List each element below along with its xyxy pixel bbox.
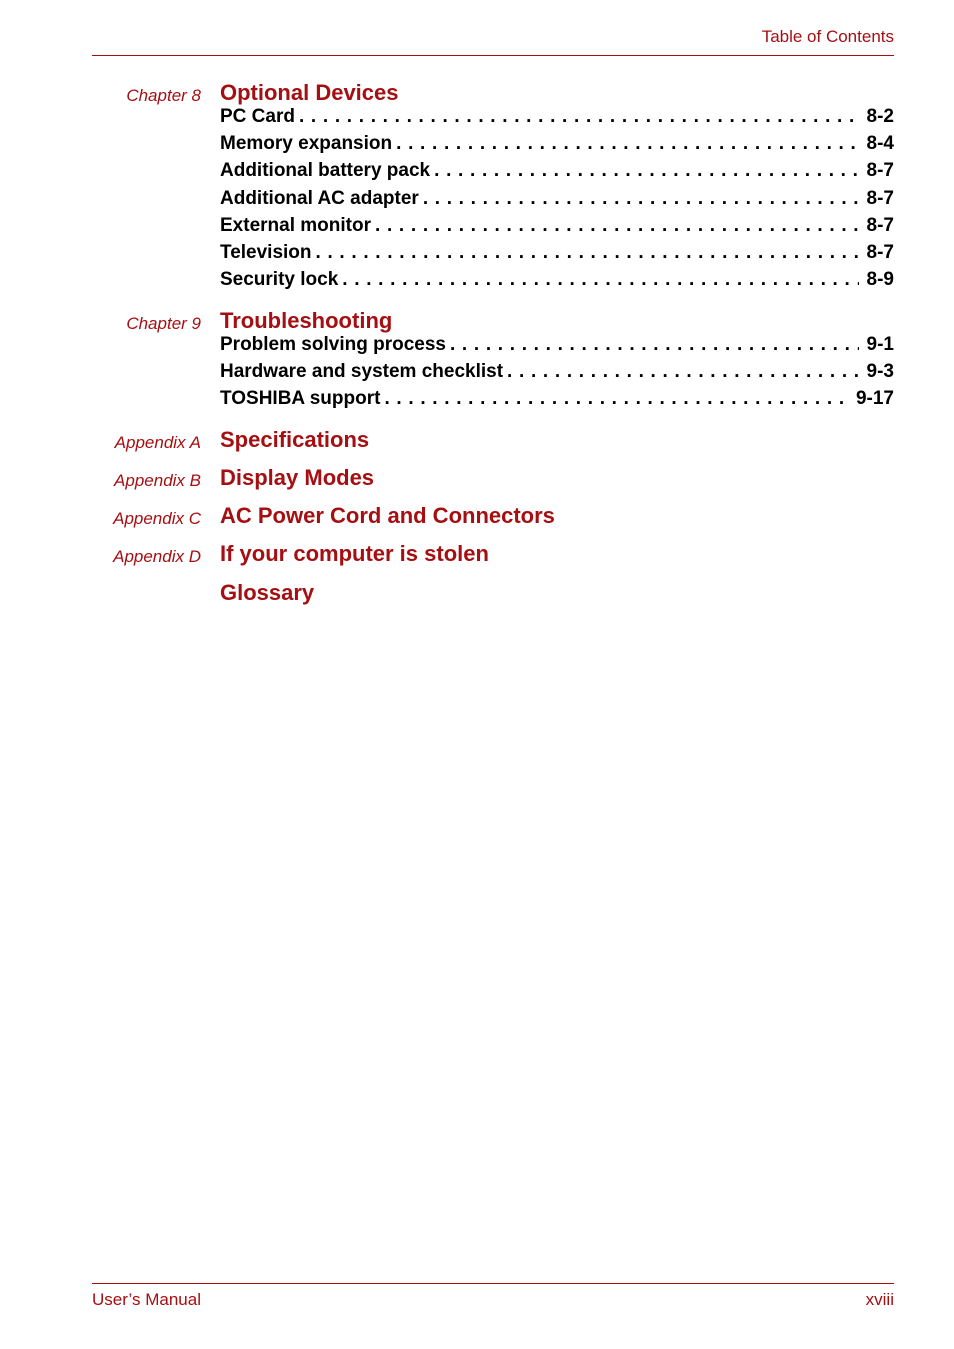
entry-label: External monitor [220, 215, 375, 237]
page-header [92, 0, 894, 56]
entry-page: 8-7 [866, 241, 894, 263]
toc-entry[interactable] [220, 361, 894, 388]
toc-entry[interactable] [220, 269, 894, 296]
section-label: Appendix B [114, 471, 201, 490]
dot-leader [434, 160, 858, 182]
dot-leader [316, 242, 859, 264]
section-label: Appendix C [113, 509, 201, 528]
section-label: Chapter 9 [126, 314, 201, 333]
section-title[interactable]: AC Power Cord and Connectors [220, 503, 555, 528]
section-title[interactable]: Glossary [220, 580, 315, 605]
entry-label: Problem solving process [220, 334, 450, 356]
toc-entry[interactable] [220, 160, 894, 187]
entry-page: 9-1 [866, 334, 894, 355]
section-title[interactable]: If your computer is stolen [220, 541, 489, 566]
entry-page: 9-17 [855, 388, 894, 410]
header-title: Table of Contents [761, 27, 894, 46]
section-title[interactable]: Specifications [220, 427, 370, 452]
toc-entry[interactable] [220, 334, 894, 361]
section-label: Appendix A [114, 433, 201, 452]
entry-label: Television [220, 242, 316, 264]
entry-label: Security lock [220, 269, 342, 291]
entry-page: 9-3 [866, 361, 894, 383]
entry-page: 8-4 [866, 133, 894, 155]
dot-leader [384, 388, 848, 410]
section-title[interactable]: Display Modes [220, 465, 375, 490]
manual-title: User’s Manual [92, 1290, 201, 1309]
section-label: Appendix D [113, 547, 201, 566]
dot-leader [423, 188, 859, 210]
section-title[interactable]: Troubleshooting [220, 308, 393, 333]
dot-leader [507, 361, 859, 383]
entry-page: 8-2 [866, 106, 894, 127]
page-number: xviii [865, 1290, 894, 1309]
toc-entry[interactable] [220, 106, 894, 133]
entry-page: 8-7 [866, 187, 894, 209]
toc-entry[interactable] [220, 242, 894, 269]
entry-list [220, 334, 894, 416]
dot-leader [342, 269, 858, 291]
toc-entry[interactable] [220, 388, 894, 415]
dot-leader [450, 334, 859, 356]
entry-label: Memory expansion [220, 133, 396, 155]
dot-leader [396, 133, 858, 155]
toc-entry[interactable] [220, 188, 894, 215]
entry-page: 8-7 [866, 214, 894, 236]
entry-page: 8-9 [866, 269, 894, 291]
entry-label: Hardware and system checklist [220, 361, 507, 383]
entry-label: PC Card [220, 106, 299, 128]
toc-entry[interactable] [220, 133, 894, 160]
page-footer [92, 1283, 894, 1309]
dot-leader [375, 215, 859, 237]
entry-label: Additional AC adapter [220, 188, 423, 210]
section-title[interactable]: Optional Devices [220, 80, 399, 105]
entry-label: TOSHIBA support [220, 388, 384, 410]
entry-page: 8-7 [866, 160, 894, 182]
dot-leader [299, 106, 859, 128]
section-label: Chapter 8 [126, 86, 201, 105]
toc-entry[interactable] [220, 215, 894, 242]
entry-label: Additional battery pack [220, 160, 434, 182]
entry-list [220, 106, 894, 296]
